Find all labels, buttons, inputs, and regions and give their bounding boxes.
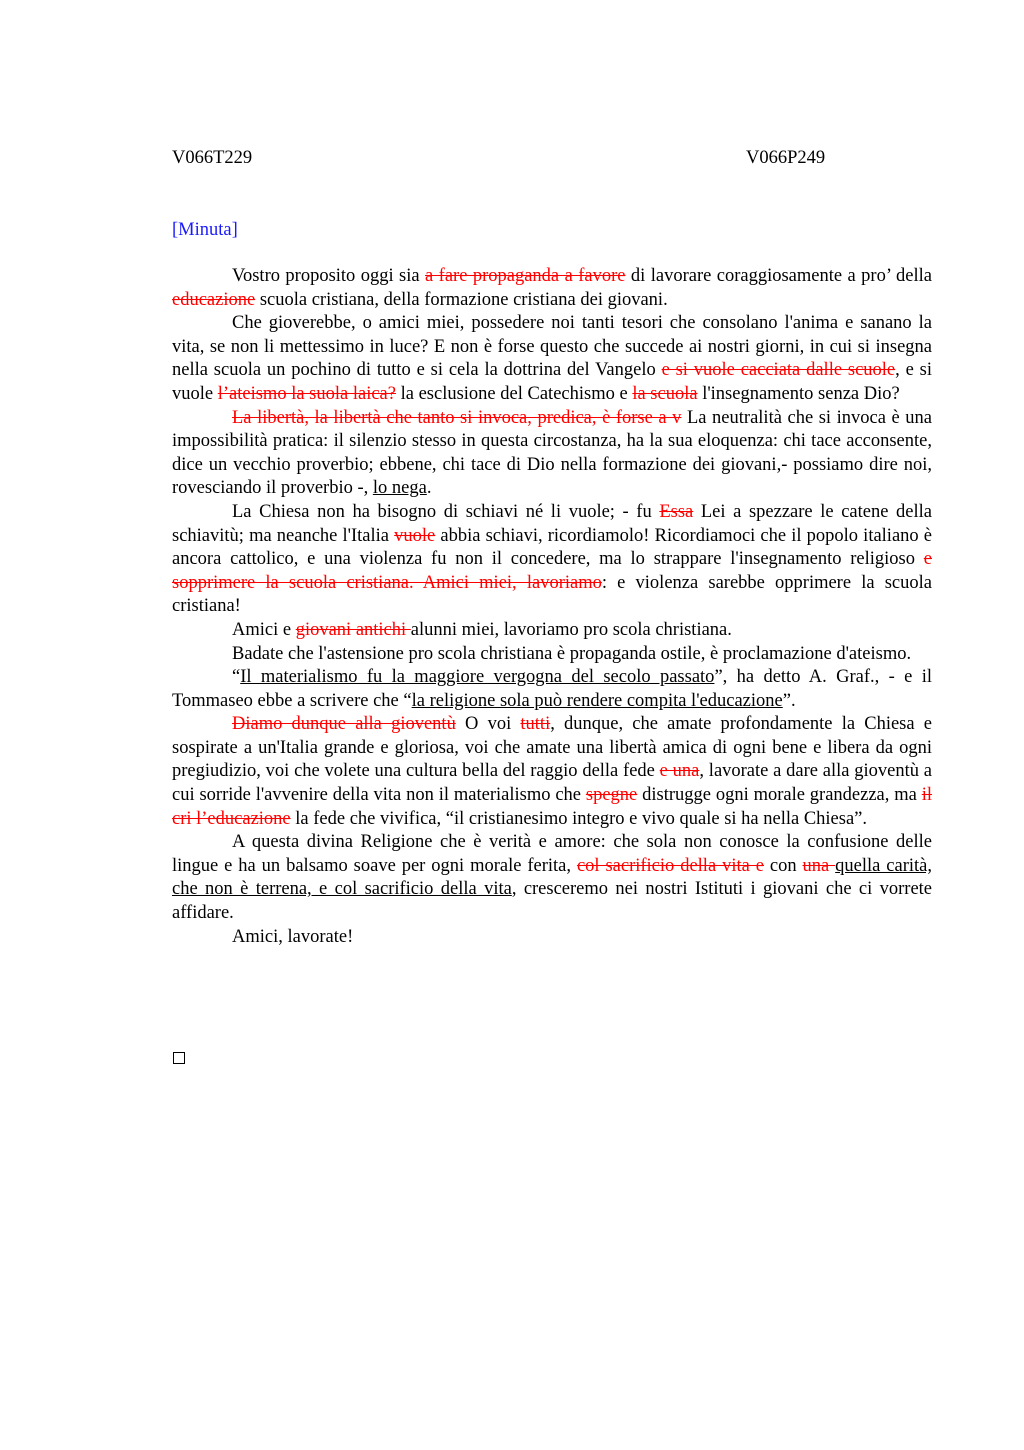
header-left-reference: V066T229 <box>172 148 253 168</box>
deleted-text: giovani antichi <box>295 619 411 640</box>
paragraph <box>172 666 932 713</box>
text-segment: l'insegnamento senza Dio? <box>697 383 900 404</box>
deleted-text: tutti <box>520 714 551 735</box>
text-segment: abbia schiavi, ricordiamolo! Ricordiamoci che il popolo italiano è ancora cattolico, e una violenza fu non il concedere, ma lo strappare l'insegnamento religioso <box>172 525 933 570</box>
deleted-text: e sopprimere la scuola cristiana. Amici miei, lavoriamo <box>172 549 932 593</box>
text-segment: “ <box>232 667 241 688</box>
deleted-text: una <box>802 855 836 876</box>
deleted-text: e si vuole cacciata dalle scuole <box>661 360 896 381</box>
text-segment: A questa divina Religione che è verità e amore: che sola non conosce la confusione delle lingue e ha un balsamo soave per ogni morale ferita, <box>172 832 932 876</box>
text-segment: . <box>426 478 432 499</box>
deleted-text: Essa <box>659 501 694 522</box>
paragraph <box>172 713 932 831</box>
text-segment: , dunque, che amate profondamente la Chiesa e sospirate a un'Italia grande e gloriosa, voi che amate una libertà amica di ogni bene e libera da ogni pregiudizio, voi che volete una cultura bella del raggio della fede <box>172 714 932 782</box>
text-segment: : e violenza sarebbe opprimere la scuola cristiana! <box>172 572 932 617</box>
text-segment: la esclusione del Catechismo e <box>395 383 633 404</box>
deleted-text: Diamo dunque alla gioventù <box>232 714 456 735</box>
text-segment: di lavorare coraggiosamente a pro’ della <box>625 266 932 286</box>
text-segment: Badate che l'astensione pro scola christiana è propaganda ostile, è proclamazione d'ateismo. <box>232 643 912 664</box>
text-segment: alunni miei, lavoriamo pro scola christiana. <box>410 619 732 640</box>
text-segment: , lavorate a dare alla gioventù a cui sorride l'avvenire della vita non il materialismo che <box>172 761 932 806</box>
paragraph <box>172 501 932 619</box>
text-segment: scuola cristiana, della formazione cristiana dei giovani. <box>255 289 668 310</box>
underlined-text: Il materialismo fu la maggiore vergogna del secolo passato <box>240 667 715 688</box>
paragraph <box>172 831 932 925</box>
paragraph <box>172 619 932 643</box>
header-right-reference: V066P249 <box>746 148 826 168</box>
paragraph <box>172 407 932 501</box>
deleted-text: col sacrificio della vita e <box>576 855 764 876</box>
text-segment: ”. <box>782 690 796 711</box>
underlined-text: lo nega <box>372 478 427 499</box>
text-segment: Amici, lavorate! <box>232 926 354 947</box>
paragraph <box>172 643 932 667</box>
text-segment: O voi <box>455 714 521 735</box>
deleted-text: la scuola <box>632 383 698 404</box>
document-body <box>172 265 932 949</box>
text-segment: con <box>763 855 803 876</box>
text-segment: la fede che vivifica, “il cristianesimo integro e vivo quale si ha nella Chiesa”. <box>290 808 868 829</box>
text-segment: La neutralità che si invoca è una impossibilità pratica: il silenzio stesso in questa circostanza, ha la sua eloquenza: chi tace acconsente, dice un vecchio proverbio; ebbene, chi tace di Dio nella formazione dei giovani,- possiamo dire noi, rovesciando il proverbio -, <box>172 407 932 499</box>
paragraph <box>172 312 932 406</box>
deleted-text: spegne <box>585 785 638 806</box>
text-segment: Vostro proposito oggi sia <box>232 266 426 286</box>
paragraph <box>172 926 932 950</box>
deleted-text: e una <box>659 761 700 782</box>
end-checkbox-symbol <box>173 1052 185 1064</box>
text-segment: , cresceremo nei nostri Istituti i giovani che ci vorrete affidare. <box>172 879 933 924</box>
deleted-text: il cri l’educazione <box>172 785 933 829</box>
deleted-text: La libertà, la libertà che tanto si invoca, predica, è forse a v <box>232 407 682 428</box>
text-segment: Lei a spezzare le catene della schiavitù; ma neanche l'Italia <box>172 501 932 546</box>
deleted-text: educazione <box>172 289 256 310</box>
text-segment: Che gioverebbe, o amici miei, possedere noi tanti tesori che consolano l'anima e sanano la vita, se non li mettessimo in luce? E non è forse questo che succede ai nostri giorni, in cui si insegna nella scuola un pochino di tutto e si cela la dottrina del Vangelo <box>172 313 932 381</box>
underlined-text: quella carità, che non è terrena, e col sacrificio della vita <box>172 855 932 900</box>
section-label-minuta: [Minuta] <box>172 220 238 240</box>
deleted-text: a fare propaganda a favore <box>425 266 626 286</box>
text-segment: La Chiesa non ha bisogno di schiavi né li vuole; - fu <box>232 501 660 522</box>
deleted-text: l’ateismo la suola laica? <box>217 383 396 404</box>
paragraph <box>172 265 932 312</box>
deleted-text: vuole <box>394 525 436 546</box>
underlined-text: la religione sola può rendere compita l'educazione <box>411 690 783 711</box>
text-segment: , e si vuole <box>172 360 932 404</box>
text-segment: Amici e <box>232 619 296 640</box>
text-segment: distrugge ogni morale grandezza, ma <box>637 785 922 806</box>
text-segment: ”, ha detto A. Graf., - e il Tommaseo ebbe a scrivere che “ <box>172 667 932 711</box>
